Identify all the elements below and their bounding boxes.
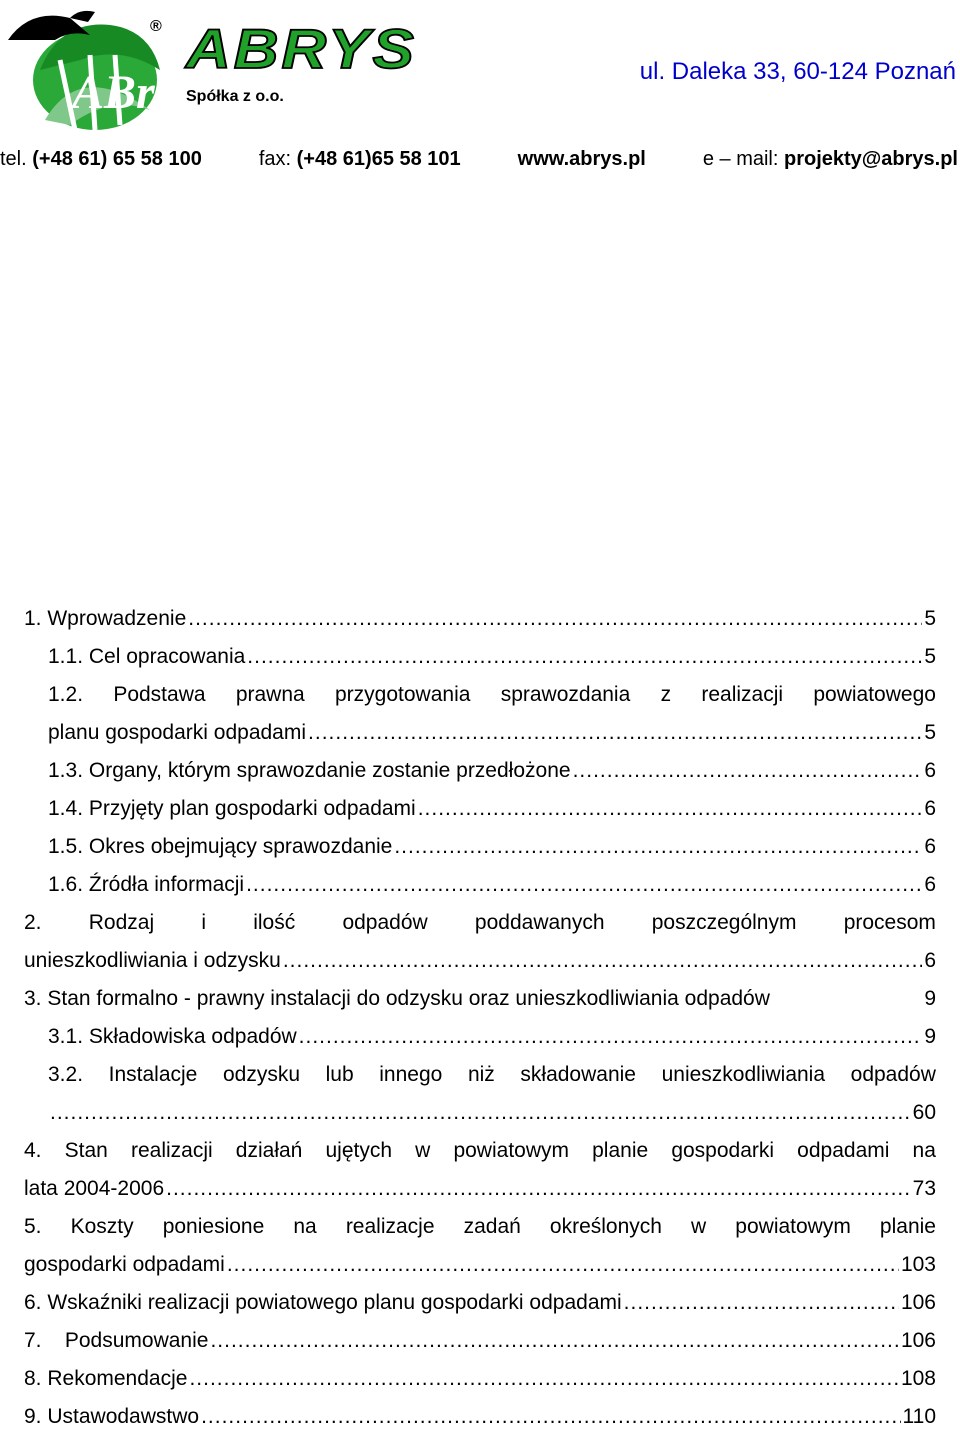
registered-mark: ® <box>150 18 162 35</box>
toc-word: prawna <box>235 683 305 706</box>
toc-word: przygotowania <box>335 683 471 706</box>
toc-word: realizacji <box>701 683 784 706</box>
toc-word: Instalacje <box>108 1063 198 1086</box>
toc-word: działań <box>235 1139 303 1162</box>
toc-entry-3[interactable]: 3. Stan formalno - prawny instalacji do odzysku oraz unieszkodliwiania odpadów 9 <box>24 987 936 1010</box>
toc-word: 5. <box>24 1215 42 1238</box>
toc-word: lub <box>325 1063 354 1086</box>
toc-word: niż <box>467 1063 495 1086</box>
toc-word: Koszty <box>70 1215 134 1238</box>
toc-word: unieszkodliwiania <box>661 1063 826 1086</box>
toc-word: realizacji <box>130 1139 213 1162</box>
toc-entry-9[interactable]: 9. Ustawodawstwo ..... 110 <box>24 1398 936 1436</box>
toc-word: powiatowego <box>813 683 936 706</box>
toc-word: na <box>293 1215 317 1238</box>
toc-word: odpadami <box>797 1139 890 1162</box>
toc-word: 1.2. <box>48 683 84 706</box>
toc-entry-3-2[interactable] <box>48 1056 936 1094</box>
toc-word: gospodarki <box>671 1139 775 1162</box>
toc-word: odpadów <box>850 1063 936 1086</box>
toc-entry-5[interactable] <box>24 1208 936 1246</box>
contact-row <box>0 146 958 172</box>
website-link[interactable]: www.abrys.pl <box>517 148 646 170</box>
toc-word: Podstawa <box>113 683 206 706</box>
toc-word: poddawanych <box>474 911 605 934</box>
toc-word: planie <box>879 1215 936 1238</box>
toc-entry-6[interactable]: 6. Wskaźniki realizacji powiatowego planu gospodarki odpadami ..... 106 <box>24 1284 936 1322</box>
toc-word: poszczególnym <box>651 911 797 934</box>
toc-entry-2[interactable] <box>24 904 936 942</box>
toc-word: odpadów <box>342 911 428 934</box>
toc-word: realizacje <box>345 1215 435 1238</box>
toc-word: procesom <box>843 911 936 934</box>
toc-entry-1[interactable]: 1. Wprowadzenie ..... 5 <box>24 600 936 638</box>
toc-word: sprawozdania <box>500 683 631 706</box>
toc-word: planie <box>592 1139 649 1162</box>
toc-word: w <box>691 1215 707 1238</box>
toc-word: 3.2. <box>48 1063 84 1086</box>
letterhead <box>0 0 960 140</box>
toc-entry-5-cont[interactable]: gospodarki odpadami ..... 103 <box>24 1246 936 1284</box>
toc-word: i <box>201 911 206 934</box>
toc-entry-4[interactable] <box>24 1132 936 1170</box>
toc-word: poniesione <box>162 1215 265 1238</box>
toc-entry-3-2-cont[interactable]: ..... 60 <box>48 1094 936 1132</box>
svg-text:ABr: ABr <box>72 66 155 119</box>
company-address: ul. Daleka 33, 60-124 Poznań <box>639 58 956 85</box>
toc-entry-1-4[interactable]: 1.4. Przyjęty plan gospodarki odpadami ..... 6 <box>48 790 936 828</box>
toc-word: Rodzaj <box>88 911 155 934</box>
brand-subtitle: Spółka z o.o. <box>186 88 284 105</box>
toc-entry-1-3[interactable]: 1.3. Organy, którym sprawozdanie zostanie przedłożone ..... 6 <box>48 752 936 790</box>
toc-entry-1-1[interactable]: 1.1. Cel opracowania ..... 5 <box>48 638 936 676</box>
toc-word: 4. <box>24 1139 42 1162</box>
toc-word: ujętych <box>325 1139 393 1162</box>
toc-entry-7[interactable]: 7. Podsumowanie ..... 106 <box>24 1322 936 1360</box>
toc-word: zadań <box>463 1215 521 1238</box>
toc-word: ilość <box>253 911 296 934</box>
toc-word: 2. <box>24 911 42 934</box>
toc-entry-1-2[interactable] <box>48 676 936 714</box>
phone-info: tel. (+48 61) 65 58 100 <box>0 148 202 170</box>
toc-word: z <box>660 683 672 706</box>
brand-name: ABRYS <box>186 18 417 81</box>
toc-word: określonych <box>549 1215 662 1238</box>
email-link[interactable]: projekty@abrys.pl <box>783 148 958 170</box>
toc-entry-4-cont[interactable]: lata 2004-2006 ..... 73 <box>24 1170 936 1208</box>
toc-word: Stan <box>64 1139 108 1162</box>
toc-word: powiatowym <box>453 1139 569 1162</box>
toc-entry-1-6[interactable]: 1.6. Źródła informacji ..... 6 <box>48 866 936 904</box>
email-info: e – mail: projekty@abrys.pl <box>702 148 958 170</box>
toc-word: powiatowym <box>735 1215 851 1238</box>
toc-entry-3-1[interactable]: 3.1. Składowiska odpadów ..... 9 <box>48 1018 936 1056</box>
toc-entry-1-5[interactable]: 1.5. Okres obejmujący sprawozdanie ..... 6 <box>48 828 936 866</box>
toc-word: składowanie <box>520 1063 636 1086</box>
toc-entry-8[interactable]: 8. Rekomendacje ..... 108 <box>24 1360 936 1398</box>
toc-entry-2-cont[interactable]: unieszkodliwiania i odzysku ..... 6 <box>24 942 936 980</box>
toc-word: innego <box>379 1063 443 1086</box>
toc-word: odzysku <box>222 1063 301 1086</box>
toc-word: na <box>912 1139 936 1162</box>
fax-info: fax: (+48 61)65 58 101 <box>258 148 461 170</box>
toc-word: w <box>415 1139 431 1162</box>
toc-entry-1-2-cont[interactable]: planu gospodarki odpadami ..... 5 <box>48 714 936 752</box>
